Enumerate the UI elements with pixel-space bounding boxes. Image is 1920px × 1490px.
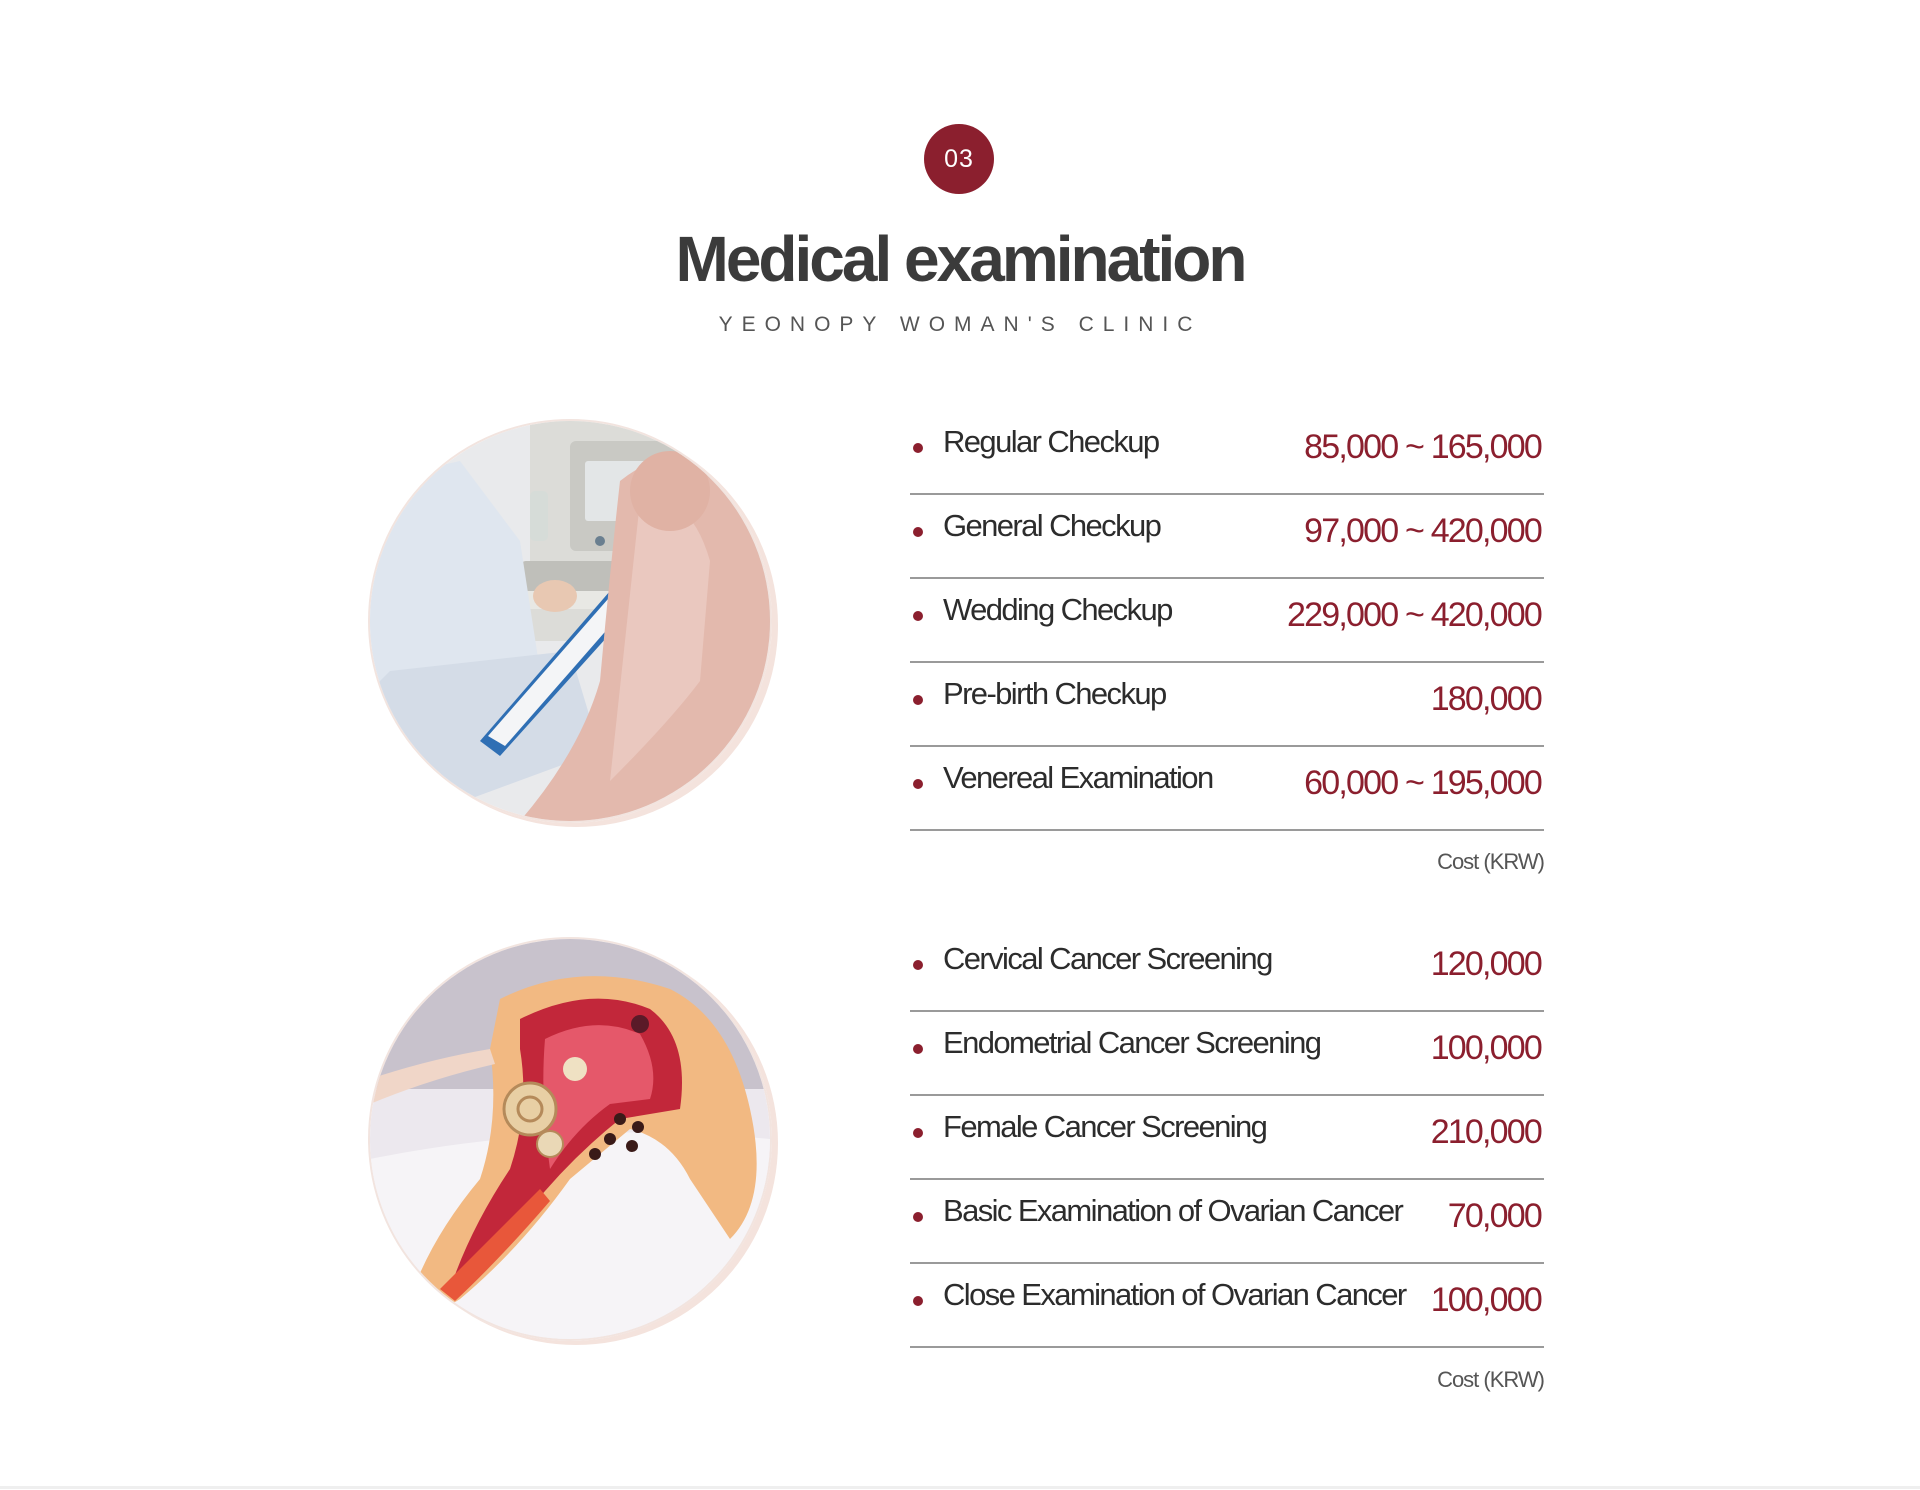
item-name: Venereal Examination — [943, 760, 1213, 795]
list-item — [910, 750, 1544, 831]
list-item — [910, 1099, 1544, 1180]
list-item — [910, 414, 1544, 495]
list-item — [910, 1183, 1544, 1264]
cost-currency-note: Cost (KRW) — [1437, 1367, 1544, 1392]
item-price: 180,000 — [1430, 680, 1541, 718]
item-price: 85,000 ~ 165,000 — [1304, 428, 1541, 466]
item-price: 70,000 — [1447, 1197, 1541, 1235]
list-item — [910, 1267, 1544, 1348]
item-name: Regular Checkup — [943, 424, 1159, 459]
item-price: 60,000 ~ 195,000 — [1304, 764, 1541, 802]
list-item — [910, 582, 1544, 663]
item-price: 100,000 — [1430, 1029, 1541, 1067]
bullet-icon — [913, 443, 923, 453]
item-price: 229,000 ~ 420,000 — [1287, 596, 1541, 634]
bullet-icon — [913, 960, 923, 970]
cost-currency-note: Cost (KRW) — [1437, 849, 1544, 874]
item-name: Cervical Cancer Screening — [943, 941, 1272, 976]
item-name: Wedding Checkup — [943, 592, 1172, 627]
section-number-badge: 03 — [924, 124, 994, 194]
bullet-icon — [913, 611, 923, 621]
bullet-icon — [913, 779, 923, 789]
item-price: 97,000 ~ 420,000 — [1304, 512, 1541, 550]
item-name: Female Cancer Screening — [943, 1109, 1267, 1144]
item-name: Close Examination of Ovarian Cancer — [943, 1277, 1406, 1312]
item-name: Pre-birth Checkup — [943, 676, 1166, 711]
bullet-icon — [913, 1128, 923, 1138]
bullet-icon — [913, 1044, 923, 1054]
clinic-subtitle: YEONOPY WOMAN'S CLINIC — [718, 313, 1202, 336]
bullet-icon — [913, 1296, 923, 1306]
uterus-model-image — [368, 937, 772, 1341]
bullet-icon — [913, 527, 923, 537]
bullet-icon — [913, 1212, 923, 1222]
page-title: Medical examination — [675, 223, 1245, 295]
doctor-consultation-image — [368, 419, 772, 823]
list-item — [910, 1015, 1544, 1096]
item-name: Endometrial Cancer Screening — [943, 1025, 1321, 1060]
checkup-price-list — [910, 414, 1544, 834]
bullet-icon — [913, 695, 923, 705]
item-price: 210,000 — [1430, 1113, 1541, 1151]
screening-price-list — [910, 931, 1544, 1351]
item-price: 120,000 — [1430, 945, 1541, 983]
bottom-divider — [0, 1486, 1920, 1489]
item-price: 100,000 — [1430, 1281, 1541, 1319]
list-item — [910, 931, 1544, 1012]
item-name: General Checkup — [943, 508, 1161, 543]
item-name: Basic Examination of Ovarian Cancer — [943, 1193, 1403, 1228]
list-item — [910, 498, 1544, 579]
list-item — [910, 666, 1544, 747]
